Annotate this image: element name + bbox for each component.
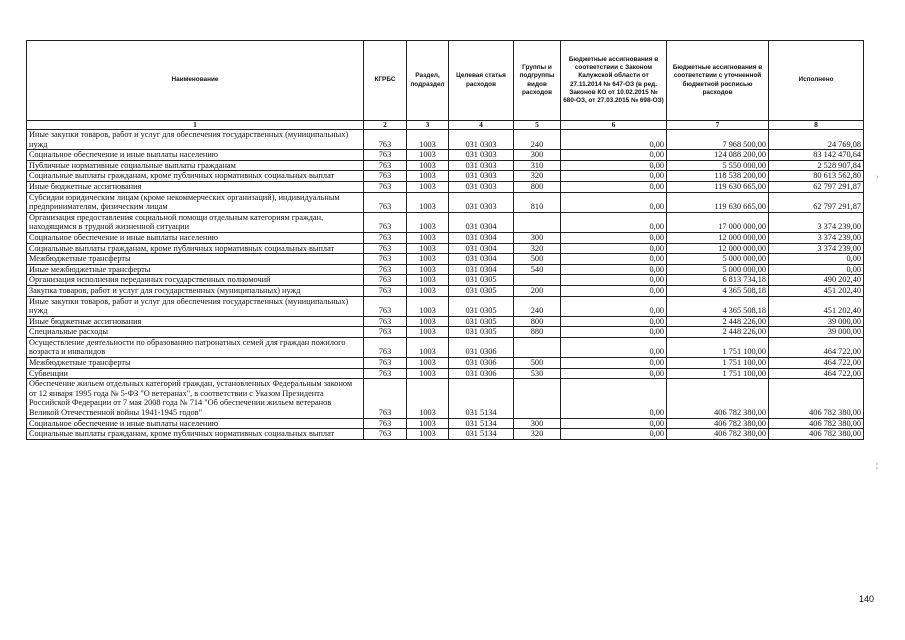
table-header-row [27,41,864,121]
row-executed: 451 202,40 [769,285,864,296]
row-group: 530 [514,368,561,379]
row-budget-revised: 406 782 380,00 [667,429,769,440]
table-row [27,418,864,429]
row-executed: 0,00 [769,264,864,275]
row-name: Межбюджетные трансферты [27,254,364,265]
row-executed: 3 374 239,00 [769,232,864,243]
row-group [514,379,561,418]
row-target: 031 0303 [449,130,514,150]
row-executed: 406 782 380,00 [769,429,864,440]
row-group [514,337,561,357]
row-kgrbs: 763 [364,275,407,286]
row-budget-revised: 1 751 100,00 [667,358,769,369]
row-section: 1003 [407,232,449,243]
row-target: 031 0306 [449,358,514,369]
row-name: Иные закупки товаров, работ и услуг для обеспечения государственных (муниципальных) нужд [27,296,364,316]
row-name: Публичные нормативные социальные выплаты гражданам [27,160,364,171]
table-row [27,254,864,265]
header-section: Раздел, подраздел [407,41,449,121]
row-section: 1003 [407,418,449,429]
row-kgrbs: 763 [364,264,407,275]
row-kgrbs: 763 [364,418,407,429]
row-budget-law: 0,00 [561,296,667,316]
row-budget-revised: 6 813 734,18 [667,275,769,286]
row-section: 1003 [407,130,449,150]
row-name: Иные бюджетные ассигнования [27,181,364,192]
row-budget-revised: 12 000 000,00 [667,232,769,243]
row-target: 031 5134 [449,429,514,440]
table-row [27,429,864,440]
header-executed: Исполнено [769,41,864,121]
row-kgrbs: 763 [364,232,407,243]
table-row [27,368,864,379]
row-budget-revised: 5 000 000,00 [667,264,769,275]
row-target: 031 0304 [449,243,514,254]
row-section: 1003 [407,212,449,232]
row-section: 1003 [407,150,449,161]
row-executed: 80 613 562,80 [769,171,864,182]
row-group: 200 [514,285,561,296]
row-budget-law: 0,00 [561,130,667,150]
column-number: 2 [364,121,407,130]
table-row [27,160,864,171]
row-group: 320 [514,171,561,182]
table-row [27,150,864,161]
row-target: 031 5134 [449,418,514,429]
row-budget-law: 0,00 [561,212,667,232]
row-name: Осуществление деятельности по образованию патронатных семей для граждан пожилого возраста и инвалидов [27,337,364,357]
row-executed: 406 782 380,00 [769,379,864,418]
budget-table [26,40,864,440]
row-executed: 39 000,00 [769,316,864,327]
row-budget-revised: 119 630 665,00 [667,181,769,192]
row-target: 031 0305 [449,316,514,327]
row-budget-revised: 124 088 200,00 [667,150,769,161]
row-kgrbs: 763 [364,130,407,150]
column-number: 3 [407,121,449,130]
row-group: 500 [514,254,561,265]
row-group: 540 [514,264,561,275]
page-number: 140 [859,594,875,604]
row-group: 320 [514,243,561,254]
row-budget-law: 0,00 [561,275,667,286]
row-section: 1003 [407,285,449,296]
row-kgrbs: 763 [364,296,407,316]
row-name: Иные межбюджетные трансферты [27,264,364,275]
table-row [27,130,864,150]
row-section: 1003 [407,429,449,440]
row-name: Социальные выплаты гражданам, кроме публичных нормативных социальных выплат [27,243,364,254]
table-row [27,285,864,296]
row-budget-revised: 1 751 100,00 [667,337,769,357]
row-section: 1003 [407,296,449,316]
header-target: Целевая статья расходов [449,41,514,121]
column-number: 6 [561,121,667,130]
row-target: 031 0303 [449,160,514,171]
row-group: 240 [514,296,561,316]
column-number: 1 [27,121,364,130]
row-budget-law: 0,00 [561,243,667,254]
row-target: 031 0303 [449,181,514,192]
row-group [514,275,561,286]
row-executed: 39 000,00 [769,327,864,338]
row-target: 031 0306 [449,368,514,379]
row-budget-law: 0,00 [561,316,667,327]
header-budget-revised: Бюджетные ассигнования в соответствии с уточненной бюджетной росписью расходов [667,41,769,121]
table-row [27,243,864,254]
row-name: Субсидии юридическим лицам (кроме некоммерческих организаций), индивидуальным предпринимателям, физическим лицам [27,192,364,212]
row-section: 1003 [407,181,449,192]
table-row [27,358,864,369]
row-budget-law: 0,00 [561,337,667,357]
table-row [27,192,864,212]
row-kgrbs: 763 [364,171,407,182]
row-section: 1003 [407,379,449,418]
row-executed: 24 769,08 [769,130,864,150]
row-budget-revised: 118 538 200,00 [667,171,769,182]
row-executed: 451 202,40 [769,296,864,316]
row-group: 310 [514,160,561,171]
row-name: Социальное обеспечение и иные выплаты населению [27,418,364,429]
table-row [27,316,864,327]
row-target: 031 0304 [449,232,514,243]
row-section: 1003 [407,337,449,357]
row-budget-revised: 5 550 000,00 [667,160,769,171]
table-row [27,379,864,418]
row-executed: 62 797 291,87 [769,181,864,192]
row-target: 031 0303 [449,171,514,182]
row-target: 031 0304 [449,264,514,275]
row-kgrbs: 763 [364,316,407,327]
row-group: 320 [514,429,561,440]
row-section: 1003 [407,264,449,275]
row-budget-law: 0,00 [561,171,667,182]
column-number: 7 [667,121,769,130]
row-budget-revised: 2 448 226,00 [667,327,769,338]
row-budget-law: 0,00 [561,379,667,418]
table-row [27,327,864,338]
row-executed: 62 797 291,87 [769,192,864,212]
row-name: Иные закупки товаров, работ и услуг для обеспечения государственных (муниципальных) нужд [27,130,364,150]
row-name: Иные бюджетные ассигнования [27,316,364,327]
row-budget-law: 0,00 [561,358,667,369]
row-budget-law: 0,00 [561,192,667,212]
table-body [27,130,864,440]
row-budget-revised: 406 782 380,00 [667,379,769,418]
row-group: 300 [514,232,561,243]
row-budget-revised: 406 782 380,00 [667,418,769,429]
row-kgrbs: 763 [364,181,407,192]
row-kgrbs: 763 [364,150,407,161]
row-group: 810 [514,192,561,212]
row-kgrbs: 763 [364,212,407,232]
row-budget-law: 0,00 [561,150,667,161]
row-executed: 464 722,00 [769,337,864,357]
table-row [27,171,864,182]
row-executed: 0,00 [769,254,864,265]
header-name: Наименование [27,41,364,121]
scan-mark: ¦ [876,463,878,470]
row-section: 1003 [407,368,449,379]
row-kgrbs: 763 [364,429,407,440]
row-kgrbs: 763 [364,160,407,171]
row-group [514,212,561,232]
row-budget-revised: 119 630 665,00 [667,192,769,212]
row-executed: 464 722,00 [769,358,864,369]
row-name: Организация исполнения переданных государственных полномочий [27,275,364,286]
row-section: 1003 [407,358,449,369]
header-budget-law: Бюджетные ассигнования в соответствии с Законом Калужской области от 27.11.2014 № 647-ОЗ (в ред. Законов КО от 10.02.2015 № 680-ОЗ, от 27.03.2015 № 698-ОЗ) [561,41,667,121]
row-kgrbs: 763 [364,327,407,338]
header-kgrbs: КГРБС [364,41,407,121]
row-name: Субвенции [27,368,364,379]
row-name: Закупка товаров, работ и услуг для государственных (муниципальных) нужд [27,285,364,296]
column-number: 4 [449,121,514,130]
row-group: 300 [514,418,561,429]
row-budget-law: 0,00 [561,254,667,265]
row-budget-revised: 17 000 000,00 [667,212,769,232]
row-budget-law: 0,00 [561,418,667,429]
table-row [27,264,864,275]
row-budget-revised: 1 751 100,00 [667,368,769,379]
column-number: 5 [514,121,561,130]
row-budget-revised: 5 000 000,00 [667,254,769,265]
row-section: 1003 [407,243,449,254]
budget-execution-sheet [26,40,863,440]
column-number-row [27,121,864,130]
row-executed: 3 374 239,00 [769,212,864,232]
row-budget-law: 0,00 [561,181,667,192]
row-target: 031 0304 [449,212,514,232]
row-budget-law: 0,00 [561,264,667,275]
row-budget-revised: 4 365 508,18 [667,296,769,316]
row-budget-revised: 2 448 226,00 [667,316,769,327]
table-row [27,337,864,357]
row-name: Организация предоставления социальной помощи отдельным категориям граждан, находящимся в трудной жизненной ситуации [27,212,364,232]
row-kgrbs: 763 [364,368,407,379]
row-budget-law: 0,00 [561,429,667,440]
row-section: 1003 [407,160,449,171]
row-group: 800 [514,316,561,327]
row-kgrbs: 763 [364,358,407,369]
row-group: 500 [514,358,561,369]
row-target: 031 0305 [449,285,514,296]
row-name: Социальное обеспечение и иные выплаты населению [27,232,364,243]
row-section: 1003 [407,254,449,265]
row-target: 031 0305 [449,327,514,338]
row-budget-revised: 7 968 500,00 [667,130,769,150]
row-group: 300 [514,150,561,161]
row-section: 1003 [407,316,449,327]
scan-mark: › [876,174,879,181]
row-section: 1003 [407,171,449,182]
row-section: 1003 [407,192,449,212]
row-kgrbs: 763 [364,254,407,265]
row-budget-revised: 4 365 508,18 [667,285,769,296]
row-group: 880 [514,327,561,338]
row-section: 1003 [407,327,449,338]
row-budget-law: 0,00 [561,285,667,296]
row-target: 031 0304 [449,254,514,265]
row-executed: 3 374 239,00 [769,243,864,254]
row-name: Социальные выплаты гражданам, кроме публичных нормативных социальных выплат [27,429,364,440]
table-row [27,181,864,192]
table-row [27,275,864,286]
row-target: 031 0306 [449,337,514,357]
row-budget-law: 0,00 [561,232,667,243]
row-kgrbs: 763 [364,192,407,212]
row-executed: 83 142 470,64 [769,150,864,161]
row-kgrbs: 763 [364,379,407,418]
row-kgrbs: 763 [364,285,407,296]
row-executed: 2 528 907,84 [769,160,864,171]
row-target: 031 0305 [449,296,514,316]
row-budget-law: 0,00 [561,368,667,379]
row-budget-revised: 12 000 000,00 [667,243,769,254]
row-kgrbs: 763 [364,243,407,254]
table-row [27,212,864,232]
row-target: 031 5134 [449,379,514,418]
row-target: 031 0303 [449,150,514,161]
row-group: 800 [514,181,561,192]
row-name: Социальные выплаты гражданам, кроме публичных нормативных социальных выплат [27,171,364,182]
row-executed: 464 722,00 [769,368,864,379]
row-name: Обеспечение жильем отдельных категорий граждан, установленных Федеральным законом от 12 января 1995 года № 5-ФЗ "О ветеранах", в соответствии с Указом Президента Российской Федерации от 7 мая 2008 года № 714 "Об обеспечении жильем ветеранов Великой Отечественной войны 1941-1945 годов" [27,379,364,418]
header-groups: Группы и подгруппы видов расходов [514,41,561,121]
row-executed: 490 202,40 [769,275,864,286]
row-name: Социальное обеспечение и иные выплаты населению [27,150,364,161]
row-budget-law: 0,00 [561,327,667,338]
table-row [27,296,864,316]
table-row [27,232,864,243]
row-name: Межбюджетные трансферты [27,358,364,369]
row-name: Специальные расходы [27,327,364,338]
row-kgrbs: 763 [364,337,407,357]
row-target: 031 0305 [449,275,514,286]
row-executed: 406 782 380,00 [769,418,864,429]
column-number: 8 [769,121,864,130]
row-section: 1003 [407,275,449,286]
row-target: 031 0303 [449,192,514,212]
row-group: 240 [514,130,561,150]
row-budget-law: 0,00 [561,160,667,171]
